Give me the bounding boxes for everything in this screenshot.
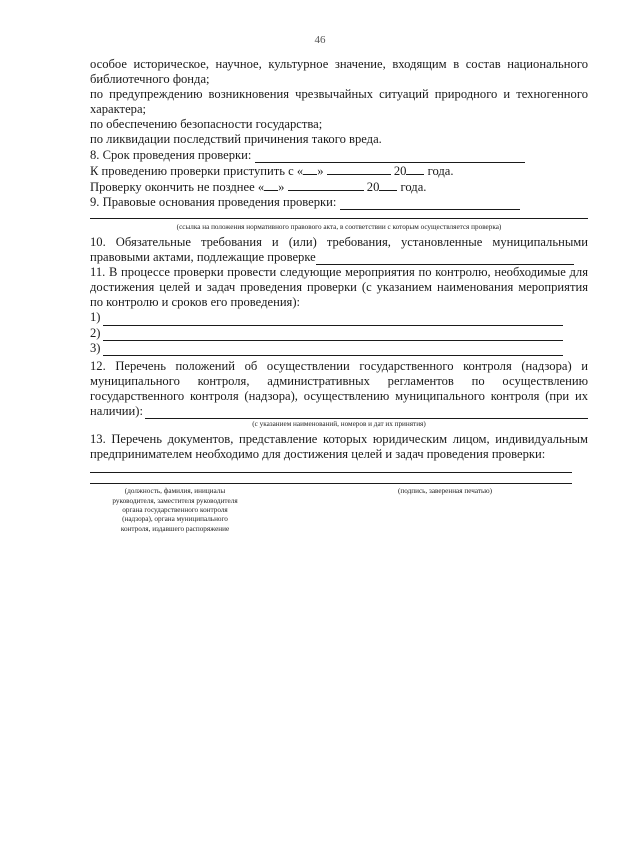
- start-year: 20: [393, 163, 407, 178]
- text-line: по обеспечению безопасности государства;: [90, 117, 323, 132]
- fill-line: [316, 253, 574, 265]
- end-quote: »: [278, 179, 285, 194]
- measure-row-2: [90, 326, 588, 341]
- item13-line: 13. Перечень документов, представление которых юридическим лицом, индивидуальным: [90, 432, 588, 447]
- end-year: 20: [366, 179, 380, 194]
- caption-line: (должность, фамилия, инициалы: [124, 487, 226, 496]
- measure-number: 3): [90, 340, 101, 355]
- text-line: библиотечного фонда;: [90, 72, 210, 87]
- item9-title-row: [90, 195, 588, 210]
- signatory-caption: [90, 487, 260, 534]
- page-number: 46: [314, 34, 326, 46]
- fill-line: [303, 163, 317, 175]
- item10-line: правовыми актами, подлежащие проверке: [90, 250, 316, 265]
- item12-line: муниципального контроля, административных регламентов по осуществлению: [90, 373, 588, 388]
- item13-line: предпринимателем необходимо для достижения целей и задач проведения проверки:: [90, 447, 546, 462]
- caption-line: контроля, издавшего распоряжение: [120, 524, 230, 533]
- fill-line: [406, 163, 424, 175]
- text-line: характера;: [90, 102, 147, 117]
- item11-line: по контролю и сроков его проведения):: [90, 295, 301, 310]
- fill-line: [264, 179, 278, 191]
- item12-caption: (с указанием наименований, номеров и дат их принятия): [252, 420, 426, 429]
- item11-line: 11. В процессе проверки провести следующие мероприятия по контролю, необходимые для: [90, 265, 588, 280]
- item8-end-row: [90, 179, 588, 195]
- text-line: по предупреждению возникновения чрезвычайных ситуаций природного и техногенного: [90, 87, 588, 102]
- item12-row: [90, 404, 588, 419]
- item9-title: 9. Правовые основания проведения проверки:: [90, 194, 337, 209]
- fill-line: [103, 329, 563, 341]
- item8-title: 8. Срок проведения проверки:: [90, 147, 252, 162]
- item12-line: наличии):: [90, 403, 143, 418]
- fill-line: [379, 179, 397, 191]
- measure-number: 2): [90, 325, 101, 340]
- item10-line: 10. Обязательные требования и (или) требования, установленные муниципальными: [90, 234, 588, 249]
- start-prefix: К проведению проверки приступить с «: [90, 163, 304, 178]
- end-prefix: Проверку окончить не позднее «: [90, 179, 265, 194]
- measure-row-3: [90, 341, 588, 356]
- fill-line: [145, 407, 588, 419]
- caption-line: органа государственного контроля: [122, 506, 228, 515]
- signature-line: [90, 473, 572, 484]
- measure-row-1: [90, 310, 588, 325]
- item8-start-row: [90, 163, 588, 179]
- fill-line: [103, 344, 563, 356]
- item12-line: 12. Перечень положений об осуществлении государственного контроля (надзора) и: [90, 358, 588, 373]
- start-suffix: года.: [427, 163, 454, 178]
- fill-line: [340, 198, 520, 210]
- document-body: [90, 57, 588, 557]
- item10-row: [90, 250, 588, 265]
- item8-title-row: [90, 148, 588, 163]
- item9-caption: (ссылка на положения нормативного правового акта, в соответствии с которым осуществляется проверка): [176, 222, 502, 231]
- fill-line: [90, 212, 588, 219]
- text-line: особое историческое, научное, культурное значение, входящим в состав национального: [90, 57, 588, 71]
- item12-line: государственного контроля (надзора), осуществлению муниципального контроля (при их: [90, 388, 588, 403]
- fill-line: [103, 314, 563, 326]
- measure-number: 1): [90, 310, 101, 325]
- caption-line: руководителя, заместителя руководителя: [112, 496, 238, 505]
- fill-line: [255, 151, 525, 163]
- fill-line: [327, 163, 391, 175]
- fill-line: [288, 179, 364, 191]
- signature-caption: (подпись, заверенная печатью): [397, 487, 493, 496]
- start-quote: »: [317, 163, 324, 178]
- end-suffix: года.: [400, 179, 427, 194]
- fill-line: [90, 462, 572, 473]
- caption-line: (надзора), органа муниципального: [122, 515, 228, 524]
- signature-block: [90, 487, 588, 557]
- text-line: по ликвидации последствий причинения такого вреда.: [90, 132, 382, 147]
- item11-line: достижения целей и задач проведения проверки (с указанием наименования мероприятия: [90, 280, 588, 295]
